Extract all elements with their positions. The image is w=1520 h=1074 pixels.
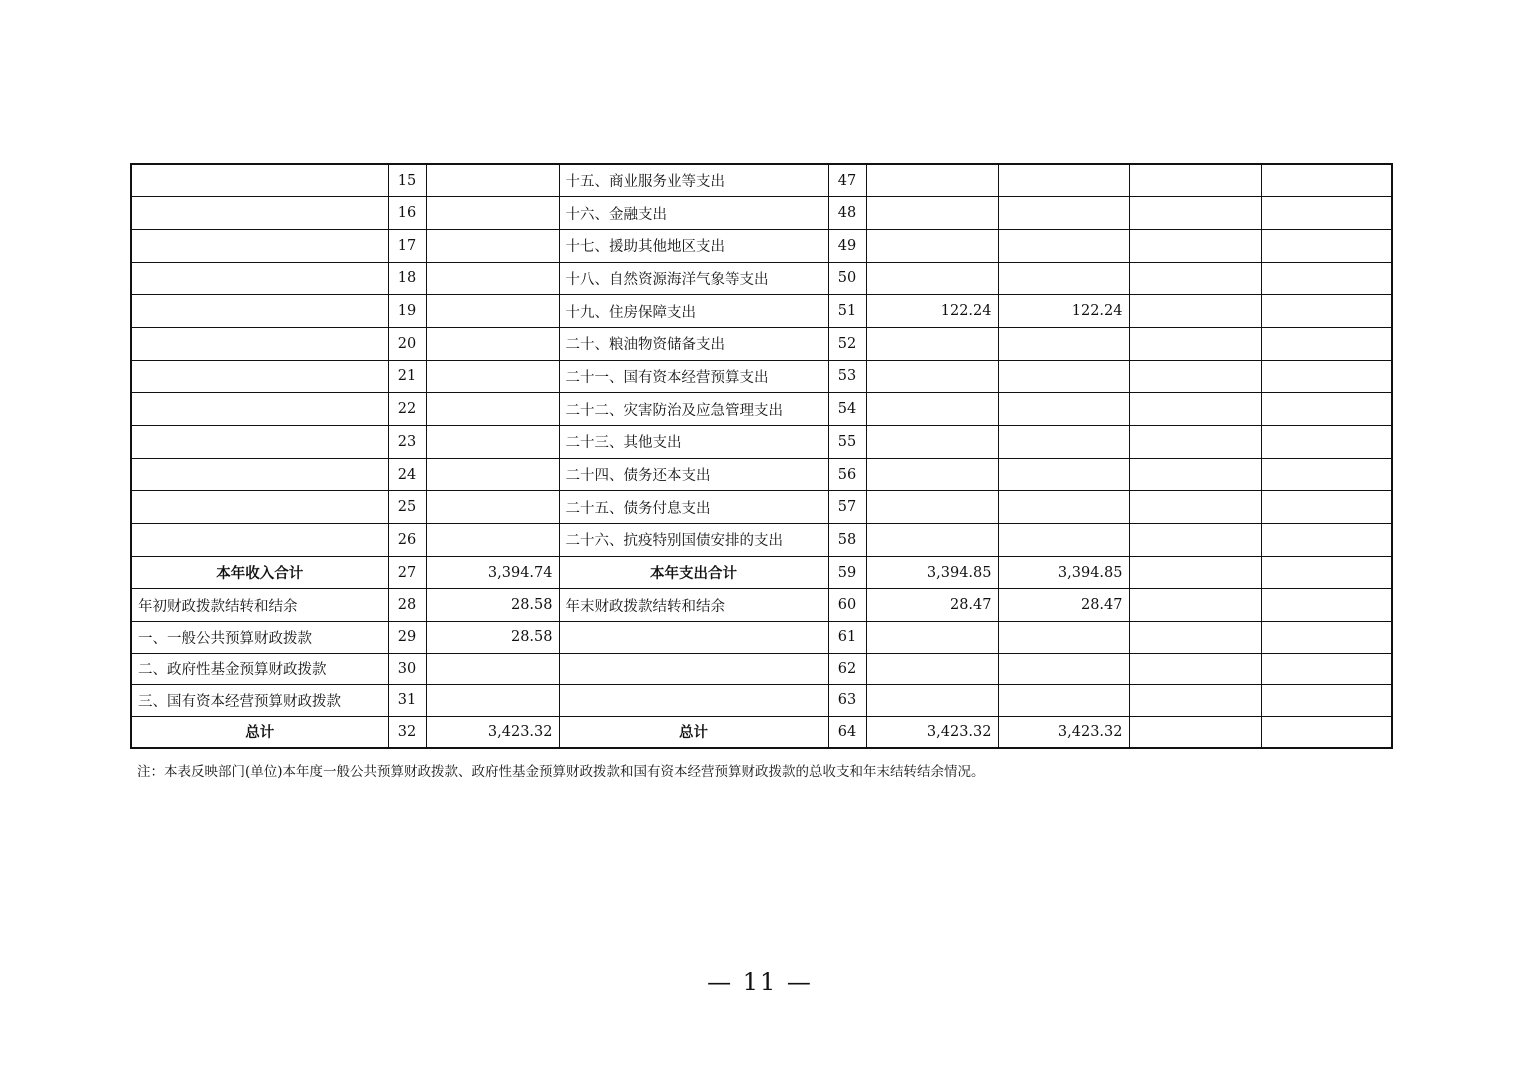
expense-line-number: 57 — [828, 491, 866, 524]
general-budget-cell — [998, 360, 1129, 393]
expense-item-cell: 总计 — [559, 716, 828, 748]
income-line-number: 27 — [388, 556, 426, 589]
table-row — [131, 685, 1392, 717]
expense-line-number: 55 — [828, 426, 866, 459]
income-line-number: 24 — [388, 458, 426, 491]
table-row — [131, 458, 1392, 491]
income-line-number: 15 — [388, 164, 426, 197]
expense-item-cell: 二十、粮油物资储备支出 — [559, 327, 828, 360]
income-amount-cell — [426, 653, 559, 685]
page-number: — 11 — — [707, 968, 813, 996]
state-capital-cell — [1261, 197, 1392, 230]
expense-item-cell: 年末财政拨款结转和结余 — [559, 589, 828, 622]
expense-line-number: 60 — [828, 589, 866, 622]
state-capital-cell — [1261, 426, 1392, 459]
gov-fund-cell — [1129, 524, 1261, 557]
expense-line-number: 62 — [828, 653, 866, 685]
general-budget-cell — [998, 491, 1129, 524]
gov-fund-cell — [1129, 622, 1261, 654]
expense-item-cell — [559, 622, 828, 654]
general-budget-cell — [998, 327, 1129, 360]
table-row — [131, 262, 1392, 295]
income-amount-cell — [426, 458, 559, 491]
income-item-cell: 本年收入合计 — [131, 556, 388, 589]
income-amount-cell — [426, 262, 559, 295]
income-amount-cell — [426, 393, 559, 426]
gov-fund-cell — [1129, 197, 1261, 230]
expense-total-cell — [866, 458, 998, 491]
general-budget-cell — [998, 622, 1129, 654]
state-capital-cell — [1261, 524, 1392, 557]
expense-total-cell: 3,423.32 — [866, 716, 998, 748]
gov-fund-cell — [1129, 716, 1261, 748]
income-line-number: 21 — [388, 360, 426, 393]
income-line-number: 20 — [388, 327, 426, 360]
income-line-number: 23 — [388, 426, 426, 459]
state-capital-cell — [1261, 295, 1392, 328]
income-line-number: 31 — [388, 685, 426, 717]
income-item-cell — [131, 458, 388, 491]
expense-line-number: 50 — [828, 262, 866, 295]
state-capital-cell — [1261, 622, 1392, 654]
table-row — [131, 393, 1392, 426]
state-capital-cell — [1261, 491, 1392, 524]
gov-fund-cell — [1129, 393, 1261, 426]
income-item-cell — [131, 360, 388, 393]
state-capital-cell — [1261, 360, 1392, 393]
expense-line-number: 51 — [828, 295, 866, 328]
expense-total-cell — [866, 229, 998, 262]
income-amount-cell — [426, 685, 559, 717]
table-row — [131, 197, 1392, 230]
income-amount-cell — [426, 491, 559, 524]
income-item-cell — [131, 197, 388, 230]
table-row — [131, 229, 1392, 262]
income-line-number: 19 — [388, 295, 426, 328]
expense-line-number: 63 — [828, 685, 866, 717]
income-line-number: 26 — [388, 524, 426, 557]
expense-item-cell: 十八、自然资源海洋气象等支出 — [559, 262, 828, 295]
expense-item-cell: 十五、商业服务业等支出 — [559, 164, 828, 197]
income-line-number: 25 — [388, 491, 426, 524]
general-budget-cell — [998, 524, 1129, 557]
expense-line-number: 47 — [828, 164, 866, 197]
income-amount-cell — [426, 197, 559, 230]
income-amount-cell: 3,394.74 — [426, 556, 559, 589]
income-item-cell — [131, 262, 388, 295]
income-item-cell: 三、国有资本经营预算财政拨款 — [131, 685, 388, 717]
expense-item-cell: 二十一、国有资本经营预算支出 — [559, 360, 828, 393]
income-amount-cell — [426, 164, 559, 197]
table-row — [131, 327, 1392, 360]
table-row — [131, 653, 1392, 685]
state-capital-cell — [1261, 393, 1392, 426]
expense-line-number: 61 — [828, 622, 866, 654]
income-item-cell — [131, 164, 388, 197]
expense-total-cell — [866, 327, 998, 360]
general-budget-cell — [998, 426, 1129, 459]
income-line-number: 17 — [388, 229, 426, 262]
gov-fund-cell — [1129, 653, 1261, 685]
table-row — [131, 589, 1392, 622]
gov-fund-cell — [1129, 491, 1261, 524]
state-capital-cell — [1261, 589, 1392, 622]
general-budget-cell — [998, 458, 1129, 491]
general-budget-cell: 122.24 — [998, 295, 1129, 328]
expense-line-number: 64 — [828, 716, 866, 748]
income-item-cell: 总计 — [131, 716, 388, 748]
income-line-number: 29 — [388, 622, 426, 654]
table-row — [131, 360, 1392, 393]
income-amount-cell — [426, 295, 559, 328]
expense-item-cell: 二十二、灾害防治及应急管理支出 — [559, 393, 828, 426]
state-capital-cell — [1261, 327, 1392, 360]
expense-line-number: 56 — [828, 458, 866, 491]
table-row — [131, 295, 1392, 328]
general-budget-cell — [998, 653, 1129, 685]
income-item-cell — [131, 426, 388, 459]
expense-total-cell — [866, 426, 998, 459]
income-amount-cell — [426, 229, 559, 262]
gov-fund-cell — [1129, 164, 1261, 197]
state-capital-cell — [1261, 164, 1392, 197]
income-item-cell — [131, 491, 388, 524]
income-line-number: 28 — [388, 589, 426, 622]
expense-item-cell: 二十六、抗疫特别国债安排的支出 — [559, 524, 828, 557]
income-line-number: 22 — [388, 393, 426, 426]
expense-total-cell — [866, 393, 998, 426]
expense-total-cell: 122.24 — [866, 295, 998, 328]
table-row — [131, 426, 1392, 459]
budget-table — [130, 163, 1393, 749]
general-budget-cell: 3,394.85 — [998, 556, 1129, 589]
expense-total-cell — [866, 491, 998, 524]
general-budget-cell — [998, 229, 1129, 262]
expense-total-cell: 3,394.85 — [866, 556, 998, 589]
state-capital-cell — [1261, 653, 1392, 685]
general-budget-cell — [998, 197, 1129, 230]
expense-total-cell — [866, 197, 998, 230]
state-capital-cell — [1261, 716, 1392, 748]
income-item-cell: 二、政府性基金预算财政拨款 — [131, 653, 388, 685]
table-row — [131, 716, 1392, 748]
income-item-cell — [131, 524, 388, 557]
expense-item-cell: 十九、住房保障支出 — [559, 295, 828, 328]
income-line-number: 18 — [388, 262, 426, 295]
table-row — [131, 491, 1392, 524]
gov-fund-cell — [1129, 426, 1261, 459]
general-budget-cell: 3,423.32 — [998, 716, 1129, 748]
expense-line-number: 48 — [828, 197, 866, 230]
table-row — [131, 622, 1392, 654]
expense-line-number: 58 — [828, 524, 866, 557]
income-amount-cell — [426, 327, 559, 360]
expense-item-cell: 二十四、债务还本支出 — [559, 458, 828, 491]
table-note: 注：本表反映部门(单位)本年度一般公共预算财政拨款、政府性基金预算财政拨款和国有资本经营预算财政拨款的总收支和年末结转结余情况。 — [137, 764, 985, 780]
gov-fund-cell — [1129, 589, 1261, 622]
expense-item-cell: 二十五、债务付息支出 — [559, 491, 828, 524]
expense-line-number: 54 — [828, 393, 866, 426]
expense-line-number: 52 — [828, 327, 866, 360]
income-item-cell — [131, 229, 388, 262]
expense-line-number: 59 — [828, 556, 866, 589]
state-capital-cell — [1261, 685, 1392, 717]
gov-fund-cell — [1129, 685, 1261, 717]
expense-item-cell — [559, 653, 828, 685]
general-budget-cell: 28.47 — [998, 589, 1129, 622]
income-line-number: 30 — [388, 653, 426, 685]
income-item-cell — [131, 393, 388, 426]
gov-fund-cell — [1129, 458, 1261, 491]
expense-total-cell — [866, 360, 998, 393]
income-line-number: 32 — [388, 716, 426, 748]
state-capital-cell — [1261, 556, 1392, 589]
expense-item-cell — [559, 685, 828, 717]
income-amount-cell: 28.58 — [426, 589, 559, 622]
income-item-cell: 年初财政拨款结转和结余 — [131, 589, 388, 622]
expense-line-number: 49 — [828, 229, 866, 262]
income-amount-cell — [426, 360, 559, 393]
expense-total-cell — [866, 653, 998, 685]
gov-fund-cell — [1129, 229, 1261, 262]
income-amount-cell — [426, 524, 559, 557]
expense-total-cell — [866, 622, 998, 654]
general-budget-cell — [998, 164, 1129, 197]
expense-line-number: 53 — [828, 360, 866, 393]
expense-total-cell — [866, 164, 998, 197]
state-capital-cell — [1261, 229, 1392, 262]
expense-item-cell: 十七、援助其他地区支出 — [559, 229, 828, 262]
table-row — [131, 524, 1392, 557]
expense-item-cell: 十六、金融支出 — [559, 197, 828, 230]
general-budget-cell — [998, 685, 1129, 717]
general-budget-cell — [998, 393, 1129, 426]
gov-fund-cell — [1129, 295, 1261, 328]
income-item-cell — [131, 327, 388, 360]
gov-fund-cell — [1129, 556, 1261, 589]
gov-fund-cell — [1129, 360, 1261, 393]
gov-fund-cell — [1129, 262, 1261, 295]
expense-item-cell: 本年支出合计 — [559, 556, 828, 589]
state-capital-cell — [1261, 262, 1392, 295]
general-budget-cell — [998, 262, 1129, 295]
income-item-cell: 一、一般公共预算财政拨款 — [131, 622, 388, 654]
income-line-number: 16 — [388, 197, 426, 230]
table-row — [131, 556, 1392, 589]
table-body — [131, 164, 1392, 748]
gov-fund-cell — [1129, 327, 1261, 360]
expense-total-cell — [866, 262, 998, 295]
expense-total-cell: 28.47 — [866, 589, 998, 622]
table-row — [131, 164, 1392, 197]
income-item-cell — [131, 295, 388, 328]
expense-total-cell — [866, 685, 998, 717]
expense-item-cell: 二十三、其他支出 — [559, 426, 828, 459]
state-capital-cell — [1261, 458, 1392, 491]
income-amount-cell — [426, 426, 559, 459]
income-amount-cell: 3,423.32 — [426, 716, 559, 748]
expense-total-cell — [866, 524, 998, 557]
income-amount-cell: 28.58 — [426, 622, 559, 654]
